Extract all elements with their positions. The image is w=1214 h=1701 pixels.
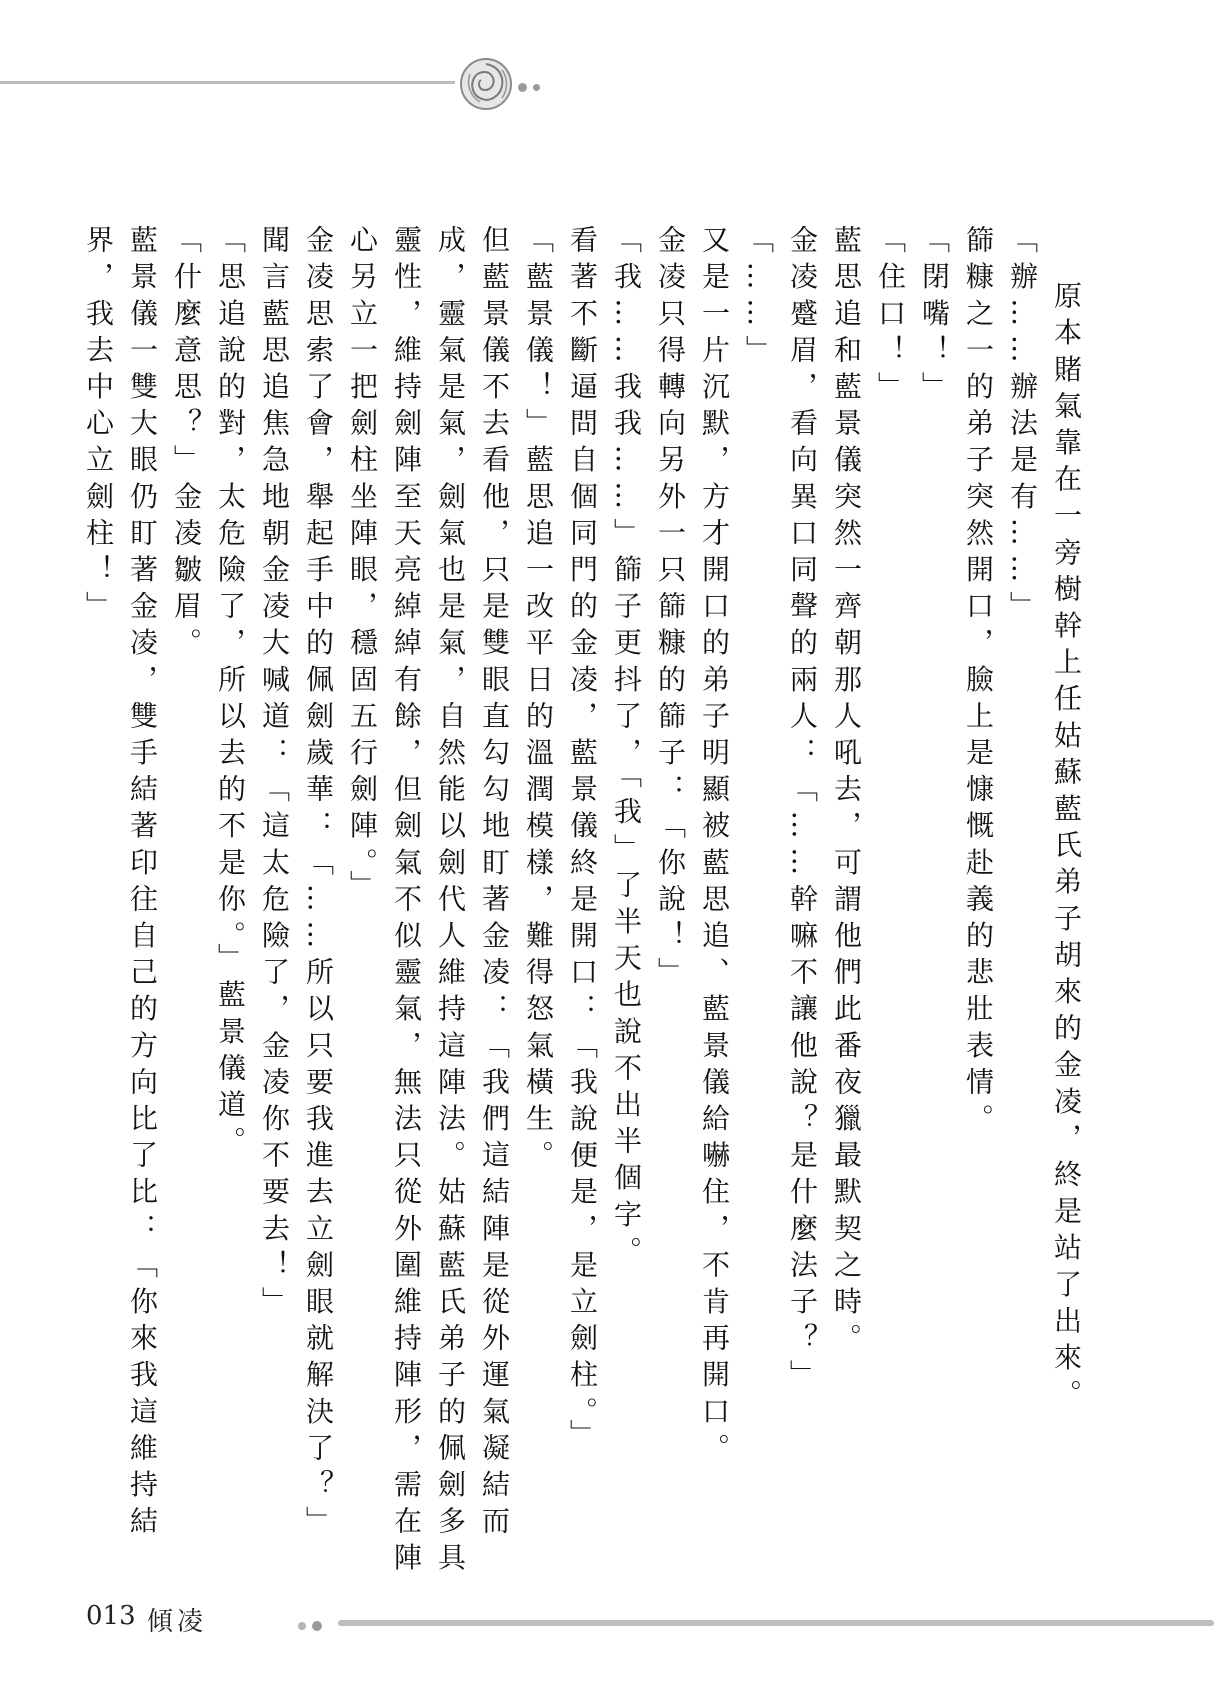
paragraph: 看著不斷逼問自個同門的金凌，藍景儀終是開口：「我說便是，是立劍柱。」: [566, 225, 599, 1456]
paragraph: 又是一片沉默，方才開口的弟子明顯被藍思追、藍景儀給嚇住，不肯再開口。: [698, 225, 731, 1470]
paragraph: 金凌只得轉向另外一只篩糠的篩子：「你說！」: [654, 225, 687, 994]
footer-rule: [338, 1620, 1214, 1626]
paragraph: 聞言藍思追焦急地朝金凌大喊道：「這太危險了，金凌你不要去！」: [258, 225, 291, 1323]
paragraph: 藍景儀一雙大眼仍盯著金凌，雙手結著印往自己的方向比了比：「你來我這維持結界，我去中心立劍柱！」: [82, 225, 159, 1543]
paragraph: 「……」: [742, 225, 775, 372]
paragraph: 「閉嘴！」: [918, 225, 951, 408]
paragraph: 「思追說的對，太危險了，所以去的不是你。」藍景儀道。: [214, 225, 247, 1163]
paragraph: 篩糠之一的弟子突然開口，臉上是慷慨赴義的悲壯表情。: [962, 225, 995, 1140]
paragraph: 金凌蹙眉，看向異口同聲的兩人：「……幹嘛不讓他說？是什麼法子？」: [786, 225, 819, 1397]
footer-dots: [298, 1617, 328, 1629]
paragraph: 但藍景儀不去看他，只是雙眼直勾勾地盯著金凌：「我們這結陣是從外運氣凝結而成，靈氣是氣，劍氣也是氣，自然能以劍代人維持這陣法。姑蘇藍氏弟子的佩劍多具靈性，維持劍陣至天亮綽綽有餘，但劍氣不似靈氣，無法只從外圍維持陣形，需在陣心另立一把劍柱坐陣眼，穩固五行劍陣。」: [346, 225, 511, 1580]
body-text: [76, 225, 1088, 1590]
paragraph: 藍思追和藍景儀突然一齊朝那人吼去，可謂他們此番夜獵最默契之時。: [830, 225, 863, 1360]
paragraph: 原本賭氣靠在一旁樹幹上任姑蘇藍氏弟子胡來的金凌，終是站了出來。: [1050, 281, 1083, 1416]
paragraph: 「什麼意思？」金凌皺眉。: [170, 225, 203, 665]
running-title: 傾凌: [147, 1607, 208, 1637]
paragraph: 「住口！」: [874, 225, 907, 408]
paragraph: 「我……我我……」篩子更抖了，「我」了半天也說不出半個字。: [610, 225, 643, 1273]
header-rule: [0, 81, 455, 84]
rose-ornament-icon: [458, 56, 514, 112]
page-number: 013: [86, 1601, 136, 1631]
header-dots: [518, 78, 546, 88]
paragraph: 金凌思索了會，舉起手中的佩劍歲華：「……所以只要我進去立劍眼就解決了？」: [302, 225, 335, 1543]
paragraph: 「辦……辦法是有……」: [1006, 225, 1039, 628]
paragraph: 「藍景儀！」藍思追一改平日的溫潤模樣，難得怒氣橫生。: [522, 225, 555, 1177]
